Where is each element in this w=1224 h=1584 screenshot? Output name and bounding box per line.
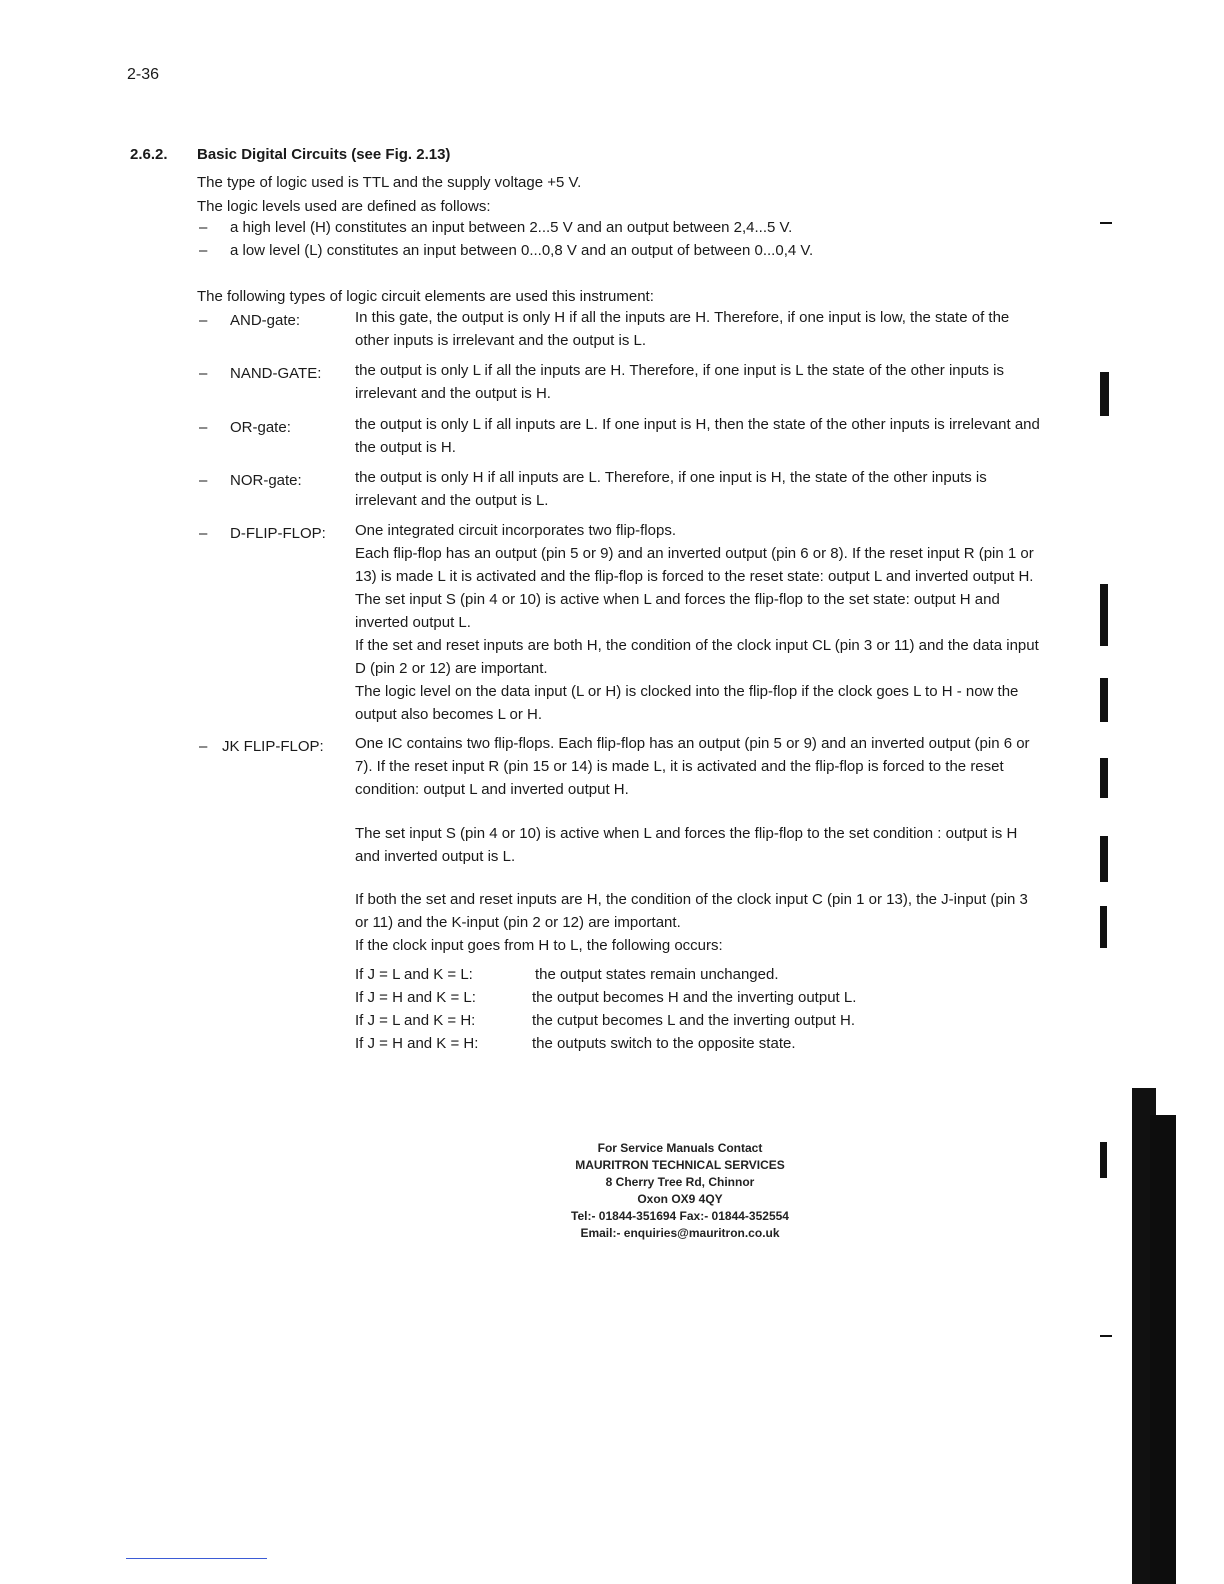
scan-mark bbox=[1100, 678, 1108, 722]
element-text-nor: the output is only H if all inputs are L. Therefore, if one input is H, the state of the other inputs is irrelevant and the output is L. bbox=[355, 469, 987, 509]
element-term-jk-flip-flop: JK FLIP-FLOP: bbox=[222, 738, 324, 755]
element-text-d-flip-flop: One integrated circuit incorporates two flip-flops. Each flip-flop has an output (pin 5 or 9) and an inverted output (pin 6 or 8). If the reset input R (pin 1 or 13) is made L it is activated and the flip-flop is forced to the reset state: output L and inverted output H. The set input S (pin 4 or 10) is active when L and forces the flip-flop to the set state: output H and inverted output L. If the set and reset inputs are both H, the condition of the clock input CL (pin 3 or 11) and the data input D (pin 2 or 12) are important. The logic level on the data input (L or H) is clocked into the flip-flop if the clock goes L to H - now the output also becomes L or H. bbox=[355, 522, 1039, 723]
section-number: 2.6.2. bbox=[130, 146, 168, 163]
page-number: 2-36 bbox=[127, 66, 160, 83]
element-dash: – bbox=[199, 419, 208, 436]
contact-line: 8 Cherry Tree Rd, Chinnor bbox=[605, 1175, 755, 1189]
truth-result: the outputs switch to the opposite state. bbox=[532, 1035, 796, 1052]
jk-paragraph-clock: If both the set and reset inputs are H, the condition of the clock input C (pin 1 or 13), the J-input (pin 3 or 11) and the K-input (pin 2 or 12) are important. If the clock input goes from H to L, the following occurs: bbox=[355, 891, 1028, 954]
truth-condition: If J = H and K = L: bbox=[355, 989, 476, 1006]
truth-condition: If J = L and K = L: bbox=[355, 966, 473, 983]
element-dash: – bbox=[199, 312, 208, 329]
contact-line: Oxon OX9 4QY bbox=[637, 1192, 723, 1206]
truth-result: the output becomes H and the inverting output L. bbox=[532, 989, 857, 1006]
footer-rule bbox=[126, 1558, 267, 1559]
scan-mark bbox=[1100, 372, 1109, 416]
scan-mark bbox=[1100, 1142, 1107, 1178]
intro-line-2: The logic levels used are defined as follows: bbox=[197, 198, 491, 215]
truth-condition: If J = H and K = H: bbox=[355, 1035, 479, 1052]
element-term-d-flip-flop: D-FLIP-FLOP: bbox=[230, 525, 326, 542]
scan-mark bbox=[1100, 584, 1108, 646]
level-dash-high: – bbox=[199, 219, 208, 236]
element-term-and: AND-gate: bbox=[230, 312, 301, 329]
types-intro: The following types of logic circuit elements are used this instrument: bbox=[197, 288, 654, 305]
scan-binding-edge bbox=[1150, 1115, 1176, 1584]
contact-line: For Service Manuals Contact bbox=[597, 1141, 763, 1155]
contact-line: Tel:- 01844-351694 Fax:- 01844-352554 bbox=[571, 1209, 789, 1223]
element-dash: – bbox=[199, 365, 208, 382]
level-low: a low level (L) constitutes an input between 0...0,8 V and an output of between 0...0,4 V. bbox=[230, 242, 814, 259]
scan-mark bbox=[1100, 222, 1112, 224]
scan-mark bbox=[1100, 906, 1107, 948]
element-text-nand: the output is only L if all the inputs are H. Therefore, if one input is L the state of the other inputs is irrelevant and the output is H. bbox=[355, 362, 1004, 402]
scan-mark bbox=[1100, 836, 1108, 882]
element-text-or: the output is only L if all inputs are L. If one input is H, then the state of the other inputs is irrelevant and the output is H. bbox=[355, 416, 1040, 456]
jk-paragraph-set: The set input S (pin 4 or 10) is active when L and forces the flip-flop to the set condition : output is H and inverted output is L. bbox=[355, 825, 1018, 865]
truth-result: the output states remain unchanged. bbox=[535, 966, 779, 983]
scan-mark bbox=[1100, 1335, 1112, 1337]
section-title: Basic Digital Circuits (see Fig. 2.13) bbox=[197, 146, 451, 163]
element-term-or: OR-gate: bbox=[230, 419, 291, 436]
truth-result: the cutput becomes L and the inverting output H. bbox=[532, 1012, 855, 1029]
level-high: a high level (H) constitutes an input between 2...5 V and an output between 2,4...5 V. bbox=[230, 219, 793, 236]
element-term-nor: NOR-gate: bbox=[230, 472, 302, 489]
contact-line: MAURITRON TECHNICAL SERVICES bbox=[575, 1158, 785, 1172]
contact-stamp bbox=[560, 1140, 800, 1242]
element-dash: – bbox=[199, 472, 208, 489]
scan-mark bbox=[1100, 758, 1108, 798]
element-dash: – bbox=[199, 738, 208, 755]
element-text-jk-flip-flop: One IC contains two flip-flops. Each flip-flop has an output (pin 5 or 9) and an inverted output (pin 6 or 7). If the reset input R (pin 15 or 14) is made L, it is activated and the flip-flop is forced to the reset condition: output L and inverted output H. bbox=[355, 735, 1030, 798]
truth-condition: If J = L and K = H: bbox=[355, 1012, 476, 1029]
element-text-and: In this gate, the output is only H if all the inputs are H. Therefore, if one input is low, the state of the other inputs is irrelevant and the output is L. bbox=[355, 309, 1010, 349]
element-term-nand: NAND-GATE: bbox=[230, 365, 322, 382]
level-dash-low: – bbox=[199, 242, 208, 259]
contact-line: Email:- enquiries@mauritron.co.uk bbox=[580, 1226, 780, 1240]
intro-line-1: The type of logic used is TTL and the supply voltage +5 V. bbox=[197, 174, 582, 191]
element-dash: – bbox=[199, 525, 208, 542]
